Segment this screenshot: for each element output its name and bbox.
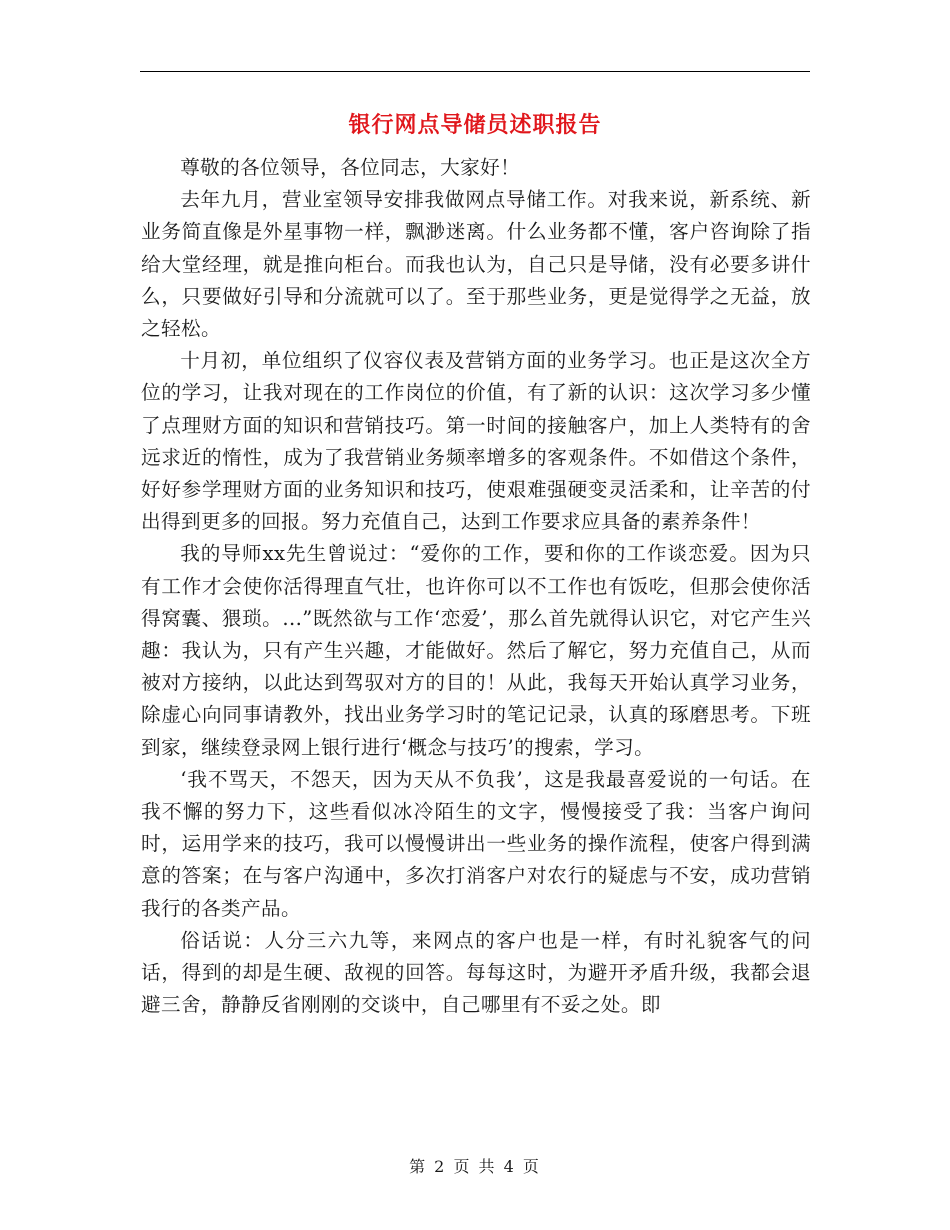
paragraph-1: 去年九月，营业室领导安排我做网点导储工作。对我来说，新系统、新业务简直像是外星事物一样，飘渺迷离。什么业务都不懂，客户咨询除了指给大堂经理，就是推向柜台。而我也认为，自己只是导储，没有必要多讲什么，只要做好引导和分流就可以了。至于那些业务，更是觉得学之无益，放之轻松。 xyxy=(141,188,811,341)
header-rule xyxy=(140,71,810,72)
paragraph-3: 我的导师xx先生曾说过：“爱你的工作，要和你的工作谈恋爱。因为只有工作才会使你活得理直气壮，也许你可以不工作也有饭吃，但那会使你活得窝囊、猥琐。...”既然欲与工作‘恋爱’，那么首先就得认识它，对它产生兴趣：我认为，只有产生兴趣，才能做好。然后了解它，努力充值自己，从而被对方接纳，以此达到驾驭对方的目的！从此，我每天开始认真学习业务，除虚心向同事请教外，找出业务学习时的笔记记录，认真的琢磨思考。下班到家，继续登录网上银行进行‘概念与技巧’的搜索，学习。 xyxy=(141,542,811,759)
document-title: 银行网点导储员述职报告 xyxy=(348,112,602,138)
paragraph-2: 十月初，单位组织了仪容仪表及营销方面的业务学习。也正是这次全方位的学习，让我对现在的工作岗位的价值，有了新的认识：这次学习多少懂了点理财方面的知识和营销技巧。第一时间的接触客户，加上人类特有的舍远求近的惰性，成为了我营销业务频率增多的客观条件。不如借这个条件，好好参学理财方面的业务知识和技巧，使艰难强硬变灵活柔和，让辛苦的付出得到更多的回报。努力充值自己，达到工作要求应具备的素养条件！ xyxy=(141,349,811,534)
paragraph-greeting: 尊敬的各位领导，各位同志，大家好！ xyxy=(180,156,521,179)
page-number-footer: 第 2 页 共 4 页 xyxy=(409,1157,541,1176)
paragraph-4: ‘我不骂天，不怨天，因为天从不负我’，这是我最喜爱说的一句话。在我不懈的努力下，这些看似冰冷陌生的文字，慢慢接受了我：当客户询问时，运用学来的技巧，我可以慢慢讲出一些业务的操作流程，使客户得到满意的答案；在与客户沟通中，多次打消客户对农行的疑虑与不安，成功营销我行的各类产品。 xyxy=(141,767,811,920)
document-body xyxy=(141,152,811,1021)
paragraph-5: 俗话说：人分三六九等，来网点的客户也是一样，有时礼貌客气的问话，得到的却是生硬、敌视的回答。每每这时，为避开矛盾升级，我都会退避三舍，静静反省刚刚的交谈中，自己哪里有不妥之处。即 xyxy=(141,928,811,1017)
